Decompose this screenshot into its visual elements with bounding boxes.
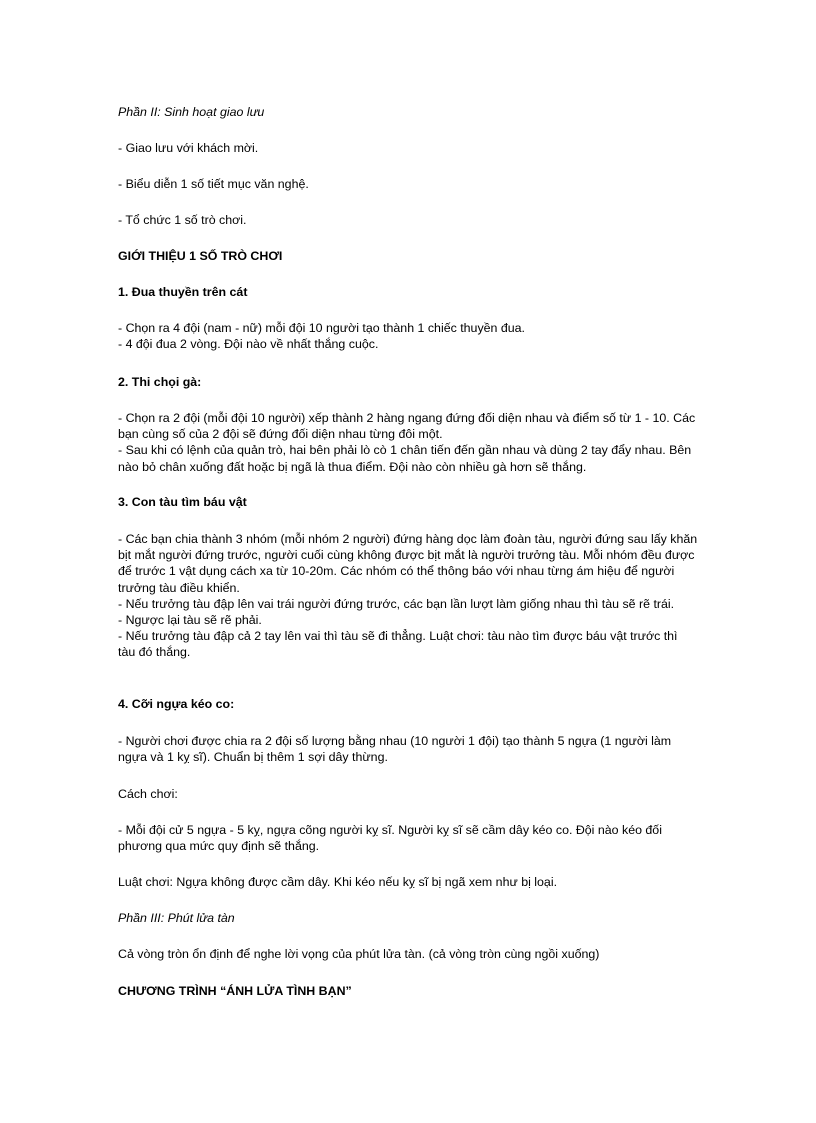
game3-line-4: - Nếu trưởng tàu đập cả 2 tay lên vai thì tàu sẽ đi thẳng. Luật chơi: tàu nào tìm được báu vật trước thì tàu đó thắng.	[118, 629, 678, 660]
game4-how-label: Cách chơi:	[118, 787, 178, 801]
part2-item-1: - Giao lưu với khách mời.	[118, 141, 259, 155]
program-title: CHƯƠNG TRÌNH “ÁNH LỬA TÌNH BẠN”	[118, 984, 352, 998]
game3-line-3: - Ngược lại tàu sẽ rẽ phải.	[118, 613, 262, 628]
games-heading: GIỚI THIỆU 1 SỐ TRÒ CHƠI	[118, 249, 283, 263]
game2-line-2: - Sau khi có lệnh của quản trò, hai bên phải lò cò 1 chân tiến đến gần nhau và dùng 2 tay đẩy nhau. Bên nào bỏ chân xuống đất hoặc bị ngã là thua điểm. Đội nào còn nhiều gà hơn sẽ thắng.	[118, 443, 692, 474]
game1-line-2: - 4 đội đua 2 vòng. Đội nào về nhất thắng cuộc.	[118, 337, 379, 352]
game4-title: 4. Cỡi ngựa kéo co:	[118, 697, 235, 711]
game3-body	[118, 531, 698, 661]
part2-item-3: - Tổ chức 1 số trò chơi.	[118, 213, 247, 227]
part2-item-2: - Biểu diễn 1 số tiết mục văn nghệ.	[118, 177, 309, 191]
part3-title: Phần III: Phút lửa tàn	[118, 911, 235, 925]
game4-how: - Mỗi đội cử 5 ngựa - 5 kỵ, ngựa cõng người kỵ sĩ. Người kỵ sĩ sẽ cầm dây kéo co. Đội nào kéo đối phương qua mức quy định sẽ thắng.	[118, 823, 662, 854]
part3-text: Cả vòng tròn ổn định để nghe lời vọng của phút lửa tàn. (cả vòng tròn cùng ngồi xuống)	[118, 947, 600, 961]
game4-rule: Luật chơi: Ngựa không được cầm dây. Khi kéo nếu kỵ sĩ bị ngã xem như bị loại.	[118, 875, 558, 889]
part2-title: Phần II: Sinh hoạt giao lưu	[118, 105, 265, 119]
game4-intro: - Người chơi được chia ra 2 đội số lượng bằng nhau (10 người 1 đội) tạo thành 5 ngựa (1 người làm ngựa và 1 kỵ sĩ). Chuẩn bị thêm 1 sợi dây thừng.	[118, 734, 672, 765]
game3-title: 3. Con tàu tìm báu vật	[118, 495, 247, 509]
game1-title: 1. Đua thuyền trên cát	[118, 285, 248, 299]
game3-line-2: - Nếu trưởng tàu đập lên vai trái người đứng trước, các bạn lần lượt làm giống nhau thì tàu sẽ rẽ trái.	[118, 596, 675, 611]
game1-body	[118, 320, 698, 352]
game2-title: 2. Thi chọi gà:	[118, 375, 202, 389]
game1-line-1: - Chọn ra 4 đội (nam - nữ) mỗi đội 10 người tạo thành 1 chiếc thuyền đua.	[118, 321, 525, 335]
game2-body	[118, 410, 698, 475]
game3-line-1: - Các bạn chia thành 3 nhóm (mỗi nhóm 2 người) đứng hàng dọc làm đoàn tàu, người đứng sau lấy khăn bịt mắt người đứng trước, người cuối cùng không được bịt mắt là người trưởng tàu. Mỗi nhóm đều được để trước 1 vật dụng cách xa từ 10-20m. Các nhóm có thể thông báo với nhau từng ám hiệu để người trưởng tàu điều khiển.	[118, 532, 698, 595]
game2-line-1: - Chọn ra 2 đội (mỗi đội 10 người) xếp thành 2 hàng ngang đứng đối diện nhau và điểm số từ 1 - 10. Các bạn cùng số của 2 đội sẽ đứng đối diện nhau từng đôi một.	[118, 411, 696, 442]
